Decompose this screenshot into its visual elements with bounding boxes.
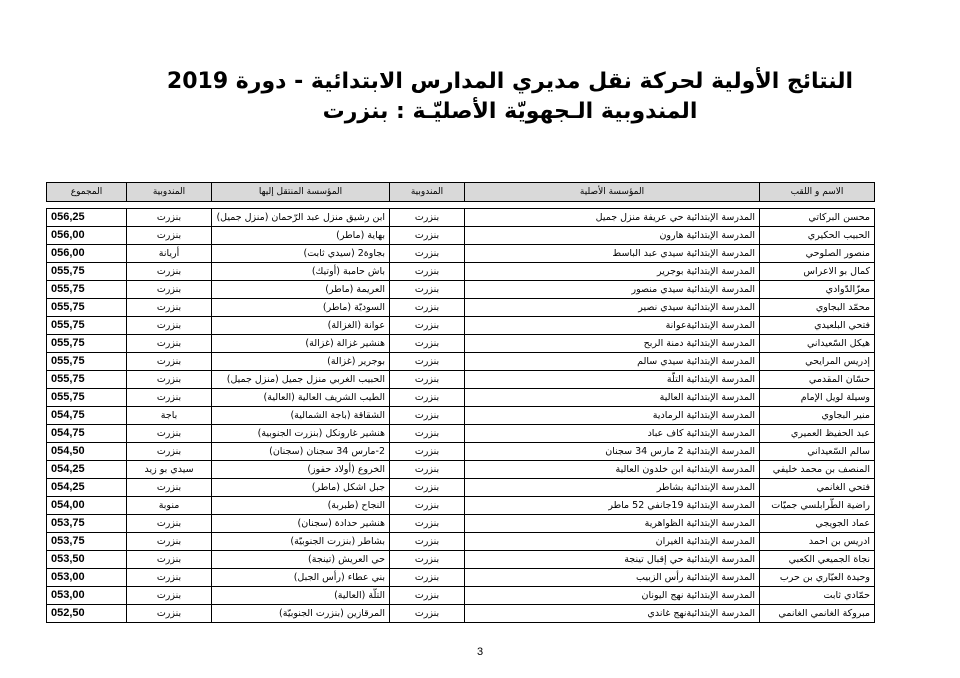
cell-name: عماد الجويجي bbox=[760, 515, 875, 533]
table-row bbox=[47, 209, 875, 227]
cell-name: منير البجاوي bbox=[760, 407, 875, 425]
table-row bbox=[47, 587, 875, 605]
cell-dest-school: التلّة (العالية) bbox=[212, 587, 390, 605]
cell-origin-school: المدرسة الإبتدائية بوجرير bbox=[465, 263, 760, 281]
cell-origin-school: المدرسة الإبتدائية العالية bbox=[465, 389, 760, 407]
table-body bbox=[47, 209, 875, 623]
cell-name: راضية الطّرابلسي جميّات bbox=[760, 497, 875, 515]
cell-dest-delegation: بنزرت bbox=[127, 551, 212, 569]
cell-dest-school: باش حامبة (أوتيك) bbox=[212, 263, 390, 281]
cell-origin-school: المدرسة الإبتدائية سيدي نصير bbox=[465, 299, 760, 317]
table-row bbox=[47, 227, 875, 245]
table-row bbox=[47, 263, 875, 281]
cell-origin-delegation: بنزرت bbox=[390, 479, 465, 497]
cell-dest-school: ابن رشيق منزل عبد الرّحمان (منزل جميل) bbox=[212, 209, 390, 227]
cell-origin-school: المدرسة الإبتدائية الغيران bbox=[465, 533, 760, 551]
cell-total: 053,75 bbox=[47, 515, 127, 533]
cell-total: 055,75 bbox=[47, 335, 127, 353]
cell-origin-school: المدرسة الإبتدائية حي إقبال تينجة bbox=[465, 551, 760, 569]
table-row bbox=[47, 353, 875, 371]
cell-origin-delegation: بنزرت bbox=[390, 299, 465, 317]
cell-total: 053,50 bbox=[47, 551, 127, 569]
cell-origin-school: المدرسة الإبتدائية سيدي سالم bbox=[465, 353, 760, 371]
cell-total: 055,75 bbox=[47, 263, 127, 281]
cell-origin-delegation: بنزرت bbox=[390, 263, 465, 281]
table-row bbox=[47, 407, 875, 425]
cell-total: 054,00 bbox=[47, 497, 127, 515]
cell-name: معزّالدّوادي bbox=[760, 281, 875, 299]
cell-dest-delegation: بنزرت bbox=[127, 533, 212, 551]
cell-dest-delegation: بنزرت bbox=[127, 371, 212, 389]
cell-total: 054,25 bbox=[47, 461, 127, 479]
cell-dest-delegation: بنزرت bbox=[127, 443, 212, 461]
cell-origin-delegation: بنزرت bbox=[390, 227, 465, 245]
table-row bbox=[47, 605, 875, 623]
cell-origin-school: المدرسة الإبتدائية 2 مارس 34 سجنان bbox=[465, 443, 760, 461]
cell-total: 054,50 bbox=[47, 443, 127, 461]
cell-total: 054,75 bbox=[47, 425, 127, 443]
cell-origin-delegation: بنزرت bbox=[390, 389, 465, 407]
cell-origin-delegation: بنزرت bbox=[390, 551, 465, 569]
cell-name: وحيدة العيّاري بن حرب bbox=[760, 569, 875, 587]
table-row bbox=[47, 245, 875, 263]
table-row bbox=[47, 299, 875, 317]
cell-dest-school: الطيب الشريف العالية (العالية) bbox=[212, 389, 390, 407]
cell-origin-school: المدرسة الإبتدائية كاف عباد bbox=[465, 425, 760, 443]
cell-origin-delegation: بنزرت bbox=[390, 335, 465, 353]
cell-origin-school: المدرسة الإبتدائيةنهج غاندي bbox=[465, 605, 760, 623]
cell-name: حمّادي ثابت bbox=[760, 587, 875, 605]
cell-origin-delegation: بنزرت bbox=[390, 461, 465, 479]
cell-total: 055,75 bbox=[47, 353, 127, 371]
cell-origin-school: المدرسة الإبتدائية نهج اليونان bbox=[465, 587, 760, 605]
cell-dest-school: جبل اشكل (ماطر) bbox=[212, 479, 390, 497]
table-row bbox=[47, 281, 875, 299]
cell-origin-delegation: بنزرت bbox=[390, 209, 465, 227]
cell-name: محمّد البجاوي bbox=[760, 299, 875, 317]
cell-total: 056,00 bbox=[47, 245, 127, 263]
cell-total: 056,25 bbox=[47, 209, 127, 227]
cell-origin-delegation: بنزرت bbox=[390, 245, 465, 263]
results-table bbox=[46, 182, 875, 623]
table-row bbox=[47, 479, 875, 497]
cell-name: وسيلة لويل الإمام bbox=[760, 389, 875, 407]
cell-origin-delegation: بنزرت bbox=[390, 425, 465, 443]
header-dest-school: المؤسسة المنتقل إليها bbox=[212, 183, 390, 202]
cell-name: فتحي الغانمي bbox=[760, 479, 875, 497]
cell-name: المنصف بن محمد خليفي bbox=[760, 461, 875, 479]
cell-dest-school: بشاطر (بنزرت الجنوبيّة) bbox=[212, 533, 390, 551]
table-row bbox=[47, 371, 875, 389]
document-title: النتائج الأولية لحركة نقل مديري المدارس الابتدائية - دورة 2019 bbox=[166, 69, 854, 94]
cell-dest-school: السوديّة (ماطر) bbox=[212, 299, 390, 317]
cell-total: 055,75 bbox=[47, 389, 127, 407]
cell-dest-school: هنشير غارونكل (بنزرت الجنوبية) bbox=[212, 425, 390, 443]
cell-dest-delegation: بنزرت bbox=[127, 209, 212, 227]
document-subtitle: المندوبية الـجهويّة الأصليّـة : بنزرت bbox=[322, 99, 698, 124]
cell-total: 054,75 bbox=[47, 407, 127, 425]
cell-total: 052,50 bbox=[47, 605, 127, 623]
cell-origin-school: المدرسة الإبتدائية سيدي منصور bbox=[465, 281, 760, 299]
cell-total: 054,25 bbox=[47, 479, 127, 497]
cell-origin-delegation: بنزرت bbox=[390, 533, 465, 551]
cell-origin-delegation: بنزرت bbox=[390, 497, 465, 515]
cell-name: محسن البركاتي bbox=[760, 209, 875, 227]
cell-dest-delegation: بنزرت bbox=[127, 335, 212, 353]
cell-dest-delegation: بنزرت bbox=[127, 227, 212, 245]
cell-name: نجاة الجميعي الكعبي bbox=[760, 551, 875, 569]
cell-dest-delegation: باجة bbox=[127, 407, 212, 425]
cell-dest-school: العريمة (ماطر) bbox=[212, 281, 390, 299]
cell-origin-school: المدرسة الإبتدائية حي عريفة منزل جميل bbox=[465, 209, 760, 227]
table-row bbox=[47, 425, 875, 443]
header-origin-school: المؤسسة الأصلية bbox=[465, 183, 760, 202]
cell-origin-delegation: بنزرت bbox=[390, 407, 465, 425]
cell-dest-school: بوجرير (غزالة) bbox=[212, 353, 390, 371]
cell-origin-delegation: بنزرت bbox=[390, 515, 465, 533]
header-name: الاسم و اللقب bbox=[760, 183, 875, 202]
cell-dest-delegation: بنزرت bbox=[127, 569, 212, 587]
cell-dest-delegation: بنزرت bbox=[127, 425, 212, 443]
table-row bbox=[47, 569, 875, 587]
cell-dest-school: بني عطاء (رأس الجبل) bbox=[212, 569, 390, 587]
cell-origin-school: المدرسة الإبتدائية ابن خلدون العالية bbox=[465, 461, 760, 479]
header-origin-delegation: المندوبية bbox=[390, 183, 465, 202]
table-row bbox=[47, 551, 875, 569]
cell-dest-school: بهاية (ماطر) bbox=[212, 227, 390, 245]
table-row bbox=[47, 443, 875, 461]
cell-origin-school: المدرسة الإبتدائية الظواهرية bbox=[465, 515, 760, 533]
cell-origin-school: المدرسة الإبتدائية 19جانفي 52 ماطر bbox=[465, 497, 760, 515]
cell-dest-school: الخروع (أولاد حفوز) bbox=[212, 461, 390, 479]
cell-dest-delegation: بنزرت bbox=[127, 281, 212, 299]
cell-total: 053,00 bbox=[47, 569, 127, 587]
cell-name: عبد الحفيظ العميري bbox=[760, 425, 875, 443]
cell-name: حسّان المقدمي bbox=[760, 371, 875, 389]
cell-dest-delegation: بنزرت bbox=[127, 587, 212, 605]
table-row bbox=[47, 317, 875, 335]
cell-dest-school: عوانة (الغزالة) bbox=[212, 317, 390, 335]
table-row bbox=[47, 497, 875, 515]
cell-total: 055,75 bbox=[47, 299, 127, 317]
cell-dest-delegation: بنزرت bbox=[127, 605, 212, 623]
cell-dest-school: المرقازين (بنزرت الجنوبيّة) bbox=[212, 605, 390, 623]
cell-name: إدريس المرايحي bbox=[760, 353, 875, 371]
cell-name: مبروكة الغانمي الغانمي bbox=[760, 605, 875, 623]
table-row bbox=[47, 533, 875, 551]
cell-total: 053,00 bbox=[47, 587, 127, 605]
cell-origin-school: المدرسة الإبتدائية سيدي عبد الباسط bbox=[465, 245, 760, 263]
cell-name: ادريس بن احمد bbox=[760, 533, 875, 551]
cell-origin-delegation: بنزرت bbox=[390, 317, 465, 335]
cell-dest-delegation: بنزرت bbox=[127, 479, 212, 497]
cell-origin-school: المدرسة الإبتدائيةعوانة bbox=[465, 317, 760, 335]
cell-dest-delegation: سيدي بو زيد bbox=[127, 461, 212, 479]
cell-name: الحبيب الحكيري bbox=[760, 227, 875, 245]
cell-total: 055,75 bbox=[47, 371, 127, 389]
cell-origin-delegation: بنزرت bbox=[390, 605, 465, 623]
cell-dest-delegation: بنزرت bbox=[127, 515, 212, 533]
cell-dest-school: النجاح (طبربة) bbox=[212, 497, 390, 515]
cell-origin-school: المدرسة الإبتدائية التلّة bbox=[465, 371, 760, 389]
cell-dest-school: 2-مارس 34 سجنان (سجنان) bbox=[212, 443, 390, 461]
cell-dest-delegation: بنزرت bbox=[127, 263, 212, 281]
cell-origin-school: المدرسة الإبتدائية هارون bbox=[465, 227, 760, 245]
table-row bbox=[47, 389, 875, 407]
header-total: المجموع bbox=[47, 183, 127, 202]
cell-origin-school: المدرسة الإبتدائية دمنة الربح bbox=[465, 335, 760, 353]
cell-name: سالم السّعيداني bbox=[760, 443, 875, 461]
cell-dest-delegation: منوبة bbox=[127, 497, 212, 515]
cell-name: فتحي البلعيدي bbox=[760, 317, 875, 335]
cell-origin-delegation: بنزرت bbox=[390, 443, 465, 461]
header-dest-delegation: المندوبية bbox=[127, 183, 212, 202]
cell-origin-delegation: بنزرت bbox=[390, 281, 465, 299]
cell-origin-delegation: بنزرت bbox=[390, 353, 465, 371]
table-header-row bbox=[47, 183, 875, 202]
cell-origin-delegation: بنزرت bbox=[390, 371, 465, 389]
table-row bbox=[47, 515, 875, 533]
cell-name: منصور الصلوحي bbox=[760, 245, 875, 263]
cell-dest-school: الشقاقة (باجة الشمالية) bbox=[212, 407, 390, 425]
cell-origin-delegation: بنزرت bbox=[390, 587, 465, 605]
cell-dest-school: الحبيب الغربي منزل جميل (منزل جميل) bbox=[212, 371, 390, 389]
cell-dest-school: حي العريش (تينجة) bbox=[212, 551, 390, 569]
cell-total: 055,75 bbox=[47, 317, 127, 335]
cell-origin-school: المدرسة الإبتدائية بشاطر bbox=[465, 479, 760, 497]
table-row bbox=[47, 335, 875, 353]
cell-dest-school: هنشير غزالة (غزالة) bbox=[212, 335, 390, 353]
cell-name: هيكل السّعيداني bbox=[760, 335, 875, 353]
cell-total: 055,75 bbox=[47, 281, 127, 299]
cell-dest-delegation: بنزرت bbox=[127, 353, 212, 371]
cell-origin-delegation: بنزرت bbox=[390, 569, 465, 587]
cell-dest-delegation: بنزرت bbox=[127, 299, 212, 317]
cell-dest-school: هنشير حدادة (سجنان) bbox=[212, 515, 390, 533]
cell-origin-school: المدرسة الإبتدائية رأس الزبيب bbox=[465, 569, 760, 587]
cell-dest-delegation: بنزرت bbox=[127, 389, 212, 407]
cell-name: كمال بو الاعراس bbox=[760, 263, 875, 281]
page-number: 3 bbox=[476, 646, 484, 658]
cell-origin-school: المدرسة الإبتدائية الرمادية bbox=[465, 407, 760, 425]
cell-dest-delegation: أريانة bbox=[127, 245, 212, 263]
cell-dest-school: بجاوة2 (سيدي ثابت) bbox=[212, 245, 390, 263]
cell-total: 053,75 bbox=[47, 533, 127, 551]
cell-dest-delegation: بنزرت bbox=[127, 317, 212, 335]
table-row bbox=[47, 461, 875, 479]
cell-total: 056,00 bbox=[47, 227, 127, 245]
